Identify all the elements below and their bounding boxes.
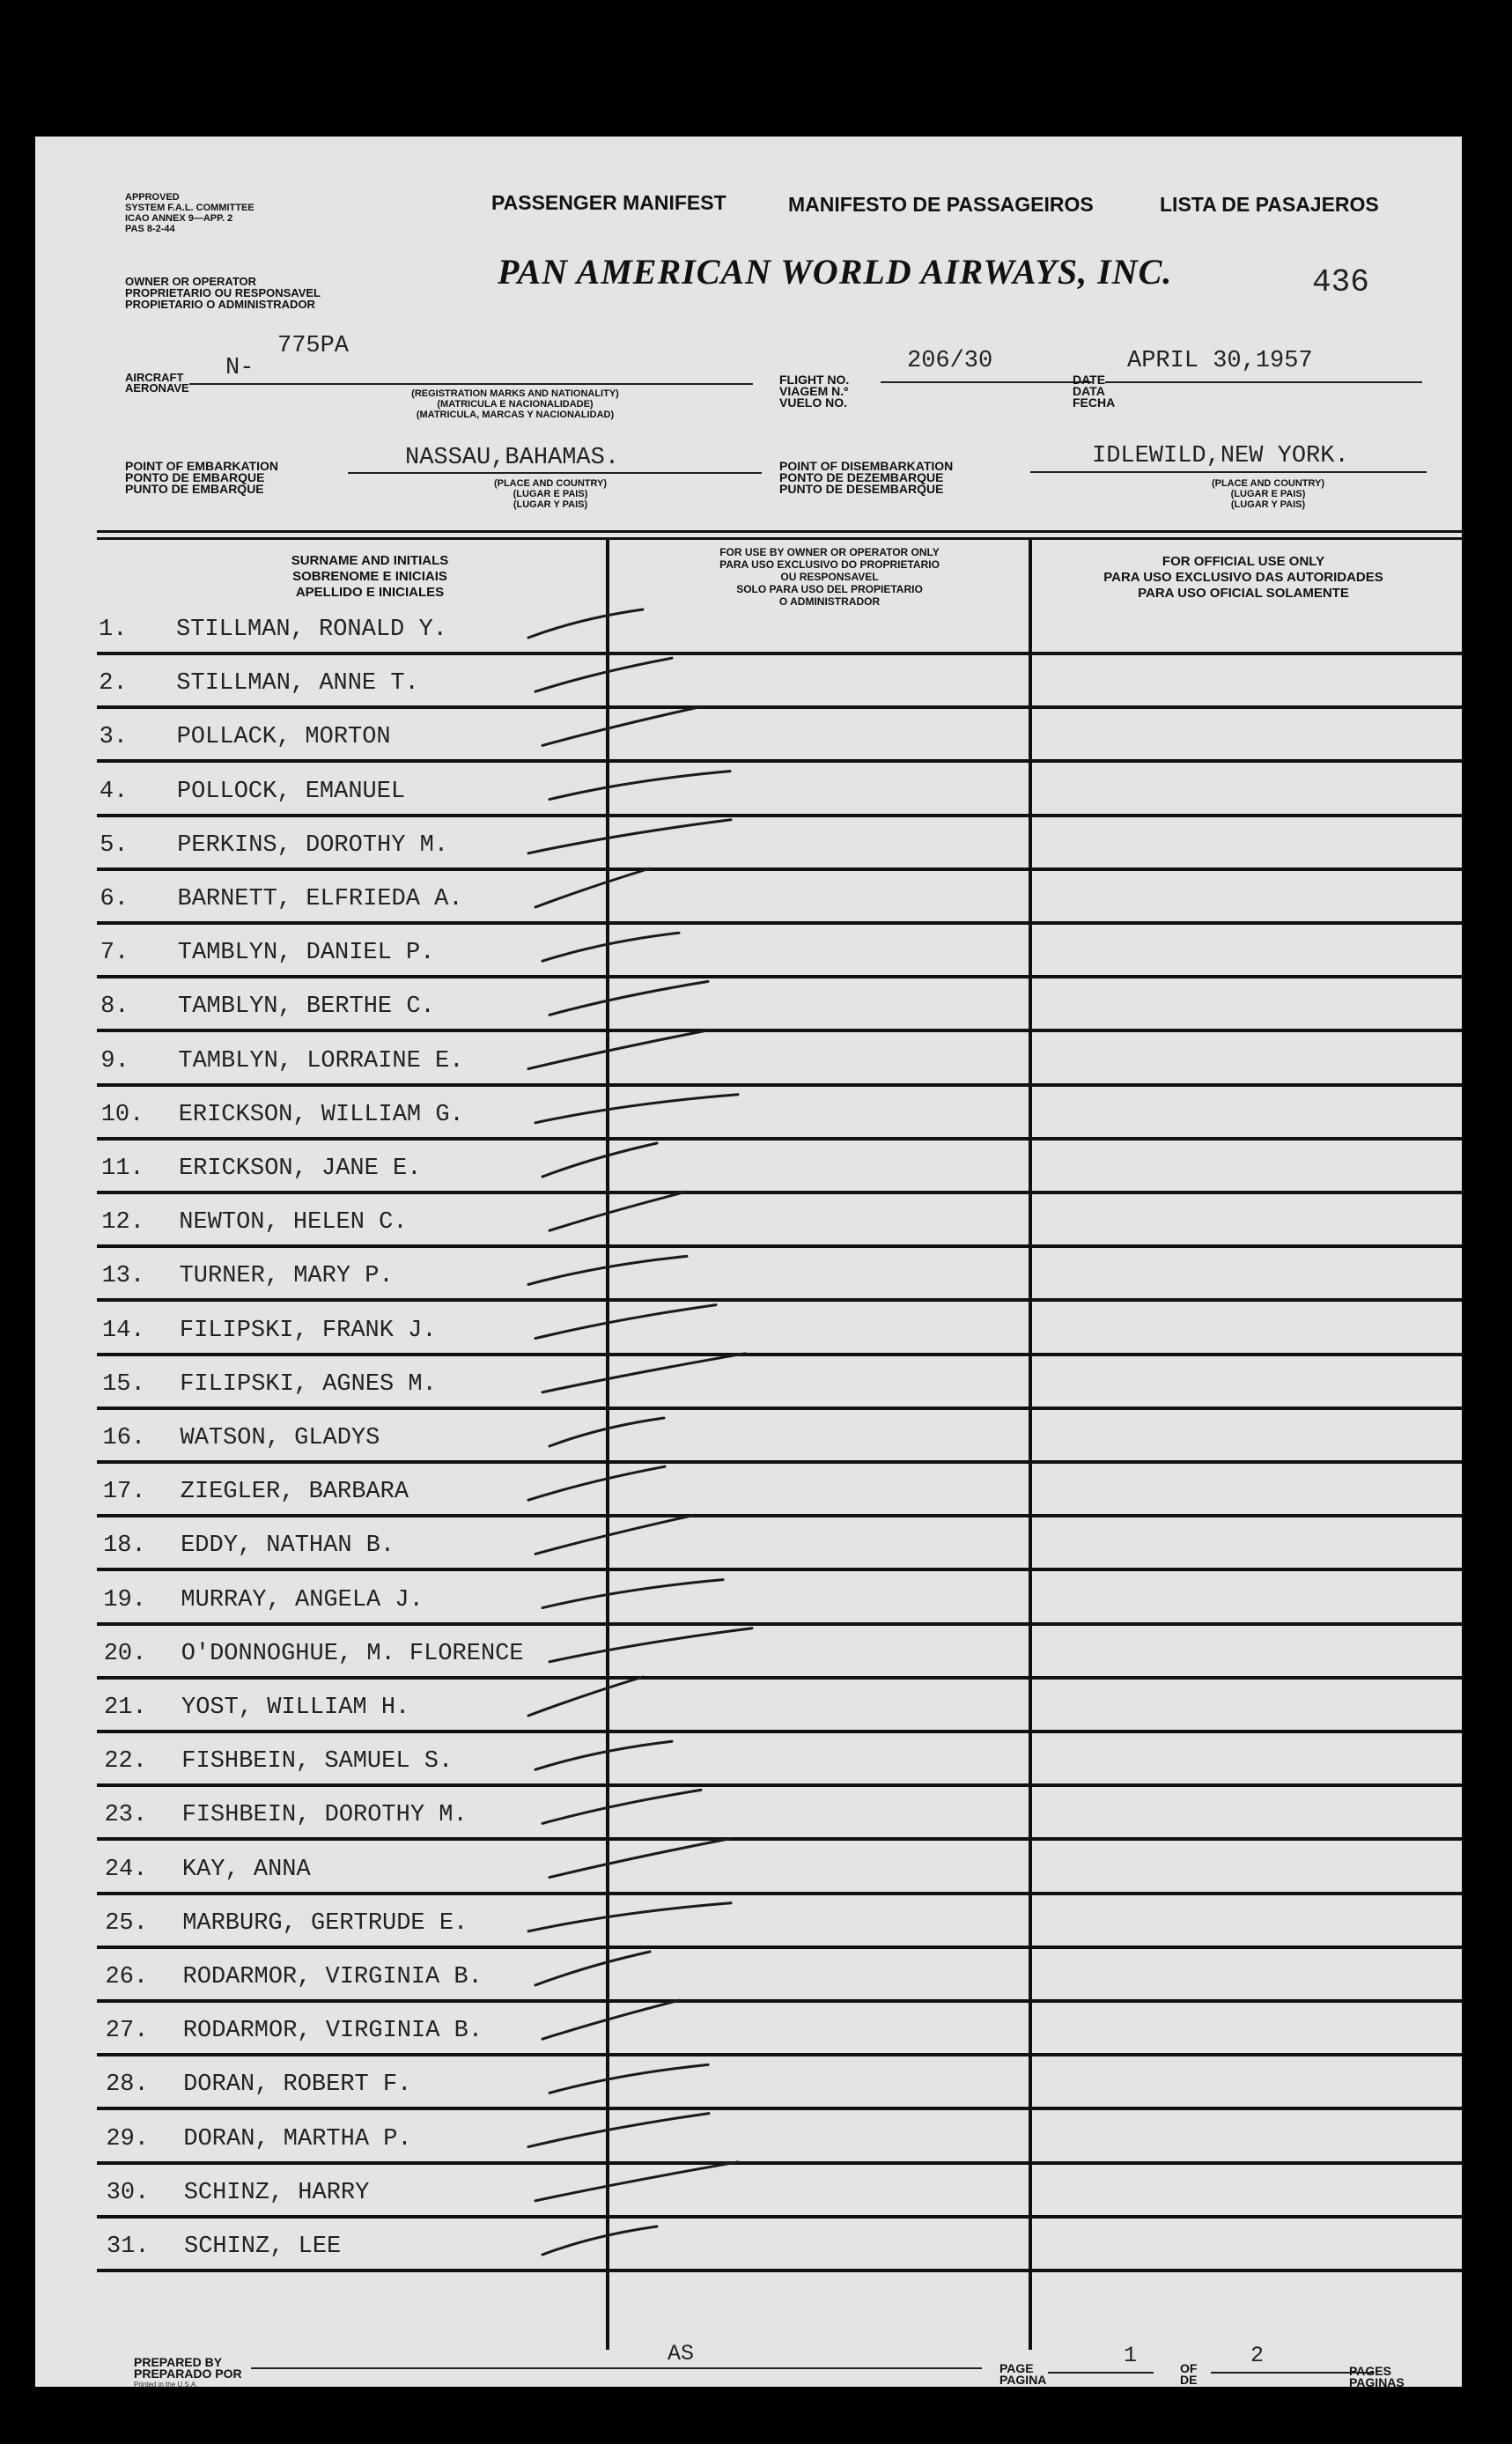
- check-mark: [528, 1030, 709, 1069]
- passenger-name: FISHBEIN, DOROTHY M.: [181, 1802, 468, 1829]
- embarkation-value: NASSAU,BAHAMAS.: [405, 445, 620, 471]
- check-mark: [549, 2064, 708, 2093]
- approval-line: APPROVED: [125, 192, 180, 203]
- check-mark: [528, 820, 731, 853]
- embarkation-label-line: PUNTO DE EMBARQUE: [125, 482, 264, 496]
- passenger-name: TURNER, MARY P.: [179, 1263, 394, 1290]
- passenger-number: 12.: [101, 1209, 144, 1237]
- column-header-line: FOR USE BY OWNER OR OPERATOR ONLY: [719, 546, 940, 558]
- check-mark: [535, 868, 650, 907]
- passenger-name: MURRAY, ANGELA J.: [181, 1586, 424, 1613]
- flight-value: 206/30: [907, 348, 993, 374]
- embarkation-sub-line: (LUGAR E PAIS): [513, 489, 588, 499]
- column-header-line: FOR OFFICIAL USE ONLY: [1162, 554, 1325, 569]
- disembarkation-label-line: POINT OF DISEMBARKATION: [779, 459, 954, 473]
- check-mark: [542, 2000, 679, 2039]
- passenger-number: 31.: [107, 2234, 150, 2260]
- passenger-name: ZIEGLER, BARBARA: [180, 1479, 409, 1506]
- check-mark: [542, 1580, 723, 1608]
- page-label-line: PAGE: [999, 2361, 1034, 2375]
- aircraft-sub-line: (MATRICULA, MARCAS Y NACIONALIDAD): [416, 410, 615, 420]
- passenger-number: 5.: [100, 831, 129, 859]
- passenger-number: 26.: [105, 1964, 149, 1990]
- title-manifesto: MANIFESTO DE PASSAGEIROS: [788, 193, 1094, 216]
- check-mark: [549, 1418, 664, 1446]
- manifest-sheet: [35, 137, 1462, 2387]
- check-mark: [542, 2226, 657, 2255]
- check-mark: [542, 933, 679, 961]
- aircraft-label-line: AIRCRAFT: [125, 371, 184, 384]
- date-label-line: FECHA: [1073, 395, 1116, 410]
- pages-label-line: PAGINAS: [1349, 2375, 1405, 2389]
- date-label-line: DATE: [1073, 373, 1106, 387]
- passenger-number: 21.: [104, 1695, 147, 1721]
- embarkation-label-line: PONTO DE EMBARQUE: [125, 470, 265, 484]
- check-mark: [528, 2114, 709, 2147]
- disembarkation-label-line: PONTO DE DEZEMBARQUE: [779, 470, 944, 484]
- disembarkation-sub-line: (PLACE AND COUNTRY): [1211, 478, 1325, 489]
- embarkation-sub-line: (PLACE AND COUNTRY): [493, 478, 608, 489]
- passenger-name: TAMBLYN, LORRAINE E.: [178, 1047, 464, 1074]
- passenger-name: SCHINZ, HARRY: [183, 2179, 370, 2206]
- approval-line: SYSTEM F.A.L. COMMITTEE: [125, 203, 254, 213]
- prepared-label-line: PREPARADO POR: [134, 2366, 242, 2381]
- column-header-line: PARA USO EXCLUSIVO DAS AUTORIDADES: [1103, 570, 1383, 585]
- passenger-number: 15.: [102, 1370, 145, 1398]
- check-mark: [528, 1466, 665, 1500]
- passenger-name: NEWTON, HELEN C.: [179, 1209, 408, 1237]
- passenger-number: 24.: [104, 1856, 148, 1883]
- check-mark: [542, 1790, 701, 1823]
- column-header-line: OU RESPONSAVEL: [780, 571, 879, 583]
- check-mark: [535, 2162, 738, 2201]
- flight-label-line: VIAGEM N.º: [779, 384, 849, 398]
- check-mark: [542, 706, 701, 745]
- column-header-line: PARA USO EXCLUSIVO DO PROPRIETARIO: [719, 558, 940, 571]
- disembarkation-value: IDLEWILD,NEW YORK.: [1092, 443, 1349, 469]
- check-mark: [549, 1839, 730, 1878]
- aircraft-sub-line: (MATRICULA E NACIONALIDADE): [437, 399, 594, 410]
- owner-label-line: PROPIETARIO O ADMINISTRADOR: [125, 298, 315, 311]
- passenger-number: 30.: [106, 2179, 150, 2206]
- page-value: 1: [1124, 2343, 1138, 2368]
- passenger-number: 4.: [99, 778, 129, 805]
- passenger-name: TAMBLYN, DANIEL P.: [177, 940, 435, 967]
- disembarkation-sub-line: (LUGAR Y PAIS): [1230, 499, 1306, 510]
- passenger-name: BARNETT, ELFRIEDA A.: [177, 886, 463, 912]
- column-header-line: SOLO PARA USO DEL PROPIETARIO: [736, 583, 923, 595]
- passenger-name: RODARMOR, VIRGINIA B.: [182, 1964, 483, 1990]
- of-label-line: DE: [1180, 2373, 1198, 2387]
- prepared-label: [134, 2357, 242, 2380]
- check-mark: [528, 1903, 731, 1931]
- passenger-name: DORAN, MARTHA P.: [183, 2125, 412, 2152]
- passenger-name: YOST, WILLIAM H.: [181, 1695, 410, 1721]
- passenger-name: RODARMOR, VIRGINIA B.: [182, 2018, 483, 2045]
- date-value: APRIL 30,1957: [1127, 348, 1313, 374]
- passenger-number: 16.: [102, 1425, 146, 1451]
- passenger-number: 28.: [106, 2071, 149, 2099]
- page-stamp: 436: [1312, 264, 1369, 300]
- check-mark: [549, 1192, 686, 1230]
- title-passenger-manifest: PASSENGER MANIFEST: [491, 191, 726, 214]
- passenger-number: 27.: [105, 2018, 149, 2045]
- of-value: 2: [1250, 2343, 1265, 2368]
- column-header-line: SURNAME AND INITIALS: [291, 553, 449, 568]
- passenger-number: 1.: [99, 617, 128, 643]
- check-mark: [528, 1256, 687, 1284]
- disembarkation-label-line: PUNTO DE DESEMBARQUE: [779, 482, 944, 496]
- passenger-number: 8.: [100, 993, 129, 1021]
- disembarkation-sub-line: (LUGAR E PAIS): [1230, 489, 1306, 499]
- check-mark: [528, 609, 643, 638]
- of-label: [1180, 2363, 1197, 2386]
- passenger-name: STILLMAN, RONALD Y.: [176, 617, 447, 643]
- embarkation-label-line: POINT OF EMBARKATION: [125, 459, 278, 473]
- check-mark: [549, 1628, 752, 1662]
- page-label: [999, 2363, 1046, 2386]
- column-header-line: PARA USO OFICIAL SOLAMENTE: [1138, 586, 1349, 601]
- passenger-name: O'DONNOGHUE, M. FLORENCE: [181, 1640, 524, 1667]
- check-mark: [549, 772, 730, 800]
- passenger-name: FISHBEIN, SAMUEL S.: [181, 1748, 454, 1776]
- check-mark: [535, 1095, 738, 1123]
- flight-label-line: FLIGHT NO.: [779, 373, 850, 387]
- passenger-name: POLLOCK, EMANUEL: [176, 778, 406, 805]
- aircraft-label-line: AERONAVE: [125, 381, 189, 395]
- passenger-number: 11.: [101, 1156, 144, 1182]
- passenger-name: SCHINZ, LEE: [184, 2234, 342, 2260]
- embarkation-sub-line: (LUGAR Y PAIS): [513, 499, 588, 510]
- passenger-name: TAMBLYN, BERTHE C.: [178, 993, 435, 1021]
- check-mark: [535, 1515, 694, 1554]
- passenger-number: 29.: [106, 2125, 149, 2152]
- passenger-number: 13.: [101, 1263, 145, 1290]
- passenger-name: EDDY, NATHAN B.: [181, 1532, 395, 1560]
- check-mark: [542, 1143, 657, 1177]
- operator-name: PAN AMERICAN WORLD AIRWAYS, INC.: [498, 252, 1173, 292]
- passenger-number: 2.: [99, 670, 128, 698]
- check-mark: [535, 1741, 672, 1769]
- passenger-number: 10.: [100, 1101, 144, 1128]
- passenger-number: 22.: [104, 1748, 147, 1776]
- passenger-name: KAY, ANNA: [181, 1856, 311, 1883]
- aircraft-sub-line: (REGISTRATION MARKS AND NATIONALITY): [411, 388, 619, 399]
- passenger-name: POLLACK, MORTON: [176, 724, 391, 751]
- column-header-line: O ADMINISTRADOR: [778, 595, 881, 608]
- approval-line: PAS 8-2-44: [125, 224, 175, 234]
- prepared-value: AS: [667, 2341, 695, 2366]
- approval-line: ICAO ANNEX 9—APP. 2: [125, 213, 233, 224]
- owner-label-line: OWNER OR OPERATOR: [125, 275, 257, 288]
- passenger-number: 17.: [102, 1479, 146, 1506]
- check-mark: [528, 1677, 643, 1716]
- passenger-number: 23.: [104, 1802, 148, 1829]
- aircraft-prefix: N-: [225, 355, 254, 381]
- check-mark: [535, 1952, 650, 1985]
- printed-note: Printed in the U.S.A.: [134, 2381, 198, 2389]
- flight-label-line: VUELO NO.: [779, 395, 848, 410]
- passenger-number: 14.: [101, 1317, 145, 1344]
- prepared-underline: [251, 2367, 982, 2369]
- passenger-name: MARBURG, GERTRUDE E.: [182, 1909, 468, 1937]
- of-label-line: OF: [1180, 2361, 1198, 2375]
- passenger-name: FILIPSKI, FRANK J.: [179, 1317, 437, 1344]
- passenger-number: 3.: [99, 724, 128, 751]
- passenger-name: ERICKSON, WILLIAM G.: [178, 1101, 464, 1128]
- passenger-number: 6.: [100, 886, 129, 912]
- passenger-number: 7.: [100, 940, 129, 967]
- pages-label: [1349, 2366, 1405, 2389]
- passenger-name: ERICKSON, JANE E.: [179, 1156, 422, 1182]
- check-mark: [535, 1305, 716, 1339]
- column-header-line: APELLIDO E INICIALES: [295, 585, 445, 600]
- owner-label-line: PROPRIETARIO OU RESPONSAVEL: [125, 286, 321, 299]
- prepared-label-line: PREPARED BY: [134, 2355, 223, 2369]
- page-label-line: PAGINA: [999, 2373, 1047, 2387]
- passenger-name: PERKINS, DOROTHY M.: [177, 831, 449, 859]
- passenger-name: FILIPSKI, AGNES M.: [180, 1370, 437, 1398]
- column-header-line: SOBRENOME E INICIAIS: [292, 569, 447, 584]
- check-mark: [542, 1354, 745, 1392]
- pages-label-line: PAGES: [1349, 2364, 1391, 2378]
- check-marks: [35, 137, 1462, 2387]
- title-lista: LISTA DE PASAJEROS: [1160, 193, 1379, 216]
- page-underline: [1048, 2372, 1154, 2374]
- passenger-name: DORAN, ROBERT F.: [183, 2071, 412, 2099]
- date-label-line: DATA: [1073, 384, 1105, 398]
- passenger-name: WATSON, GLADYS: [180, 1425, 380, 1451]
- passenger-number: 9.: [100, 1047, 129, 1074]
- passenger-number: 25.: [105, 1909, 148, 1937]
- check-mark: [535, 658, 672, 691]
- passenger-name: STILLMAN, ANNE T.: [176, 670, 419, 698]
- check-mark: [549, 981, 708, 1015]
- passenger-number: 19.: [103, 1586, 146, 1613]
- passenger-number: 20.: [103, 1640, 147, 1667]
- aircraft-value: 775PA: [277, 333, 350, 359]
- passenger-number: 18.: [103, 1532, 146, 1560]
